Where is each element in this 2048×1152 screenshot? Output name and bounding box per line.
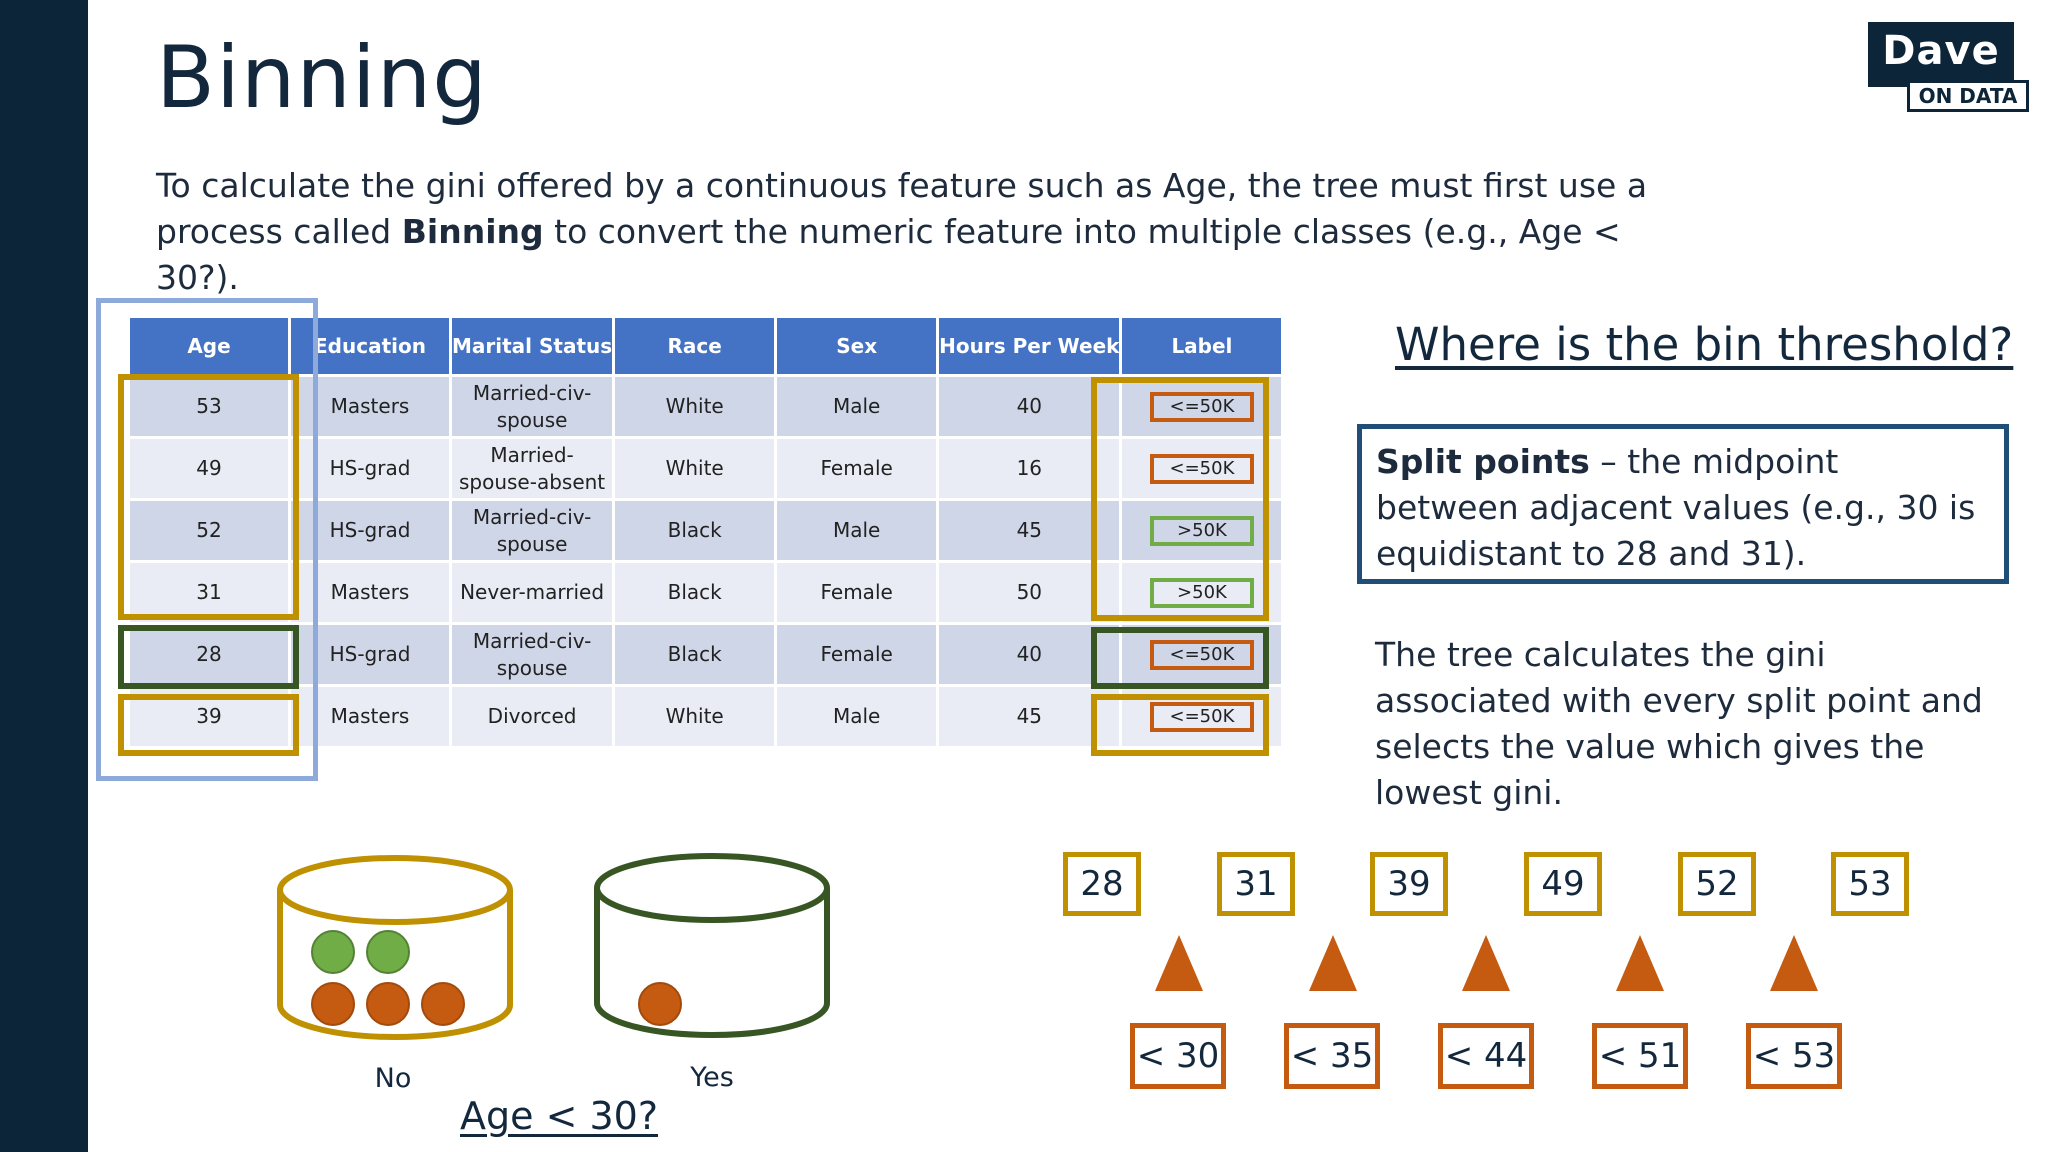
col-header-race: Race [615,318,774,374]
sorted-value-box: 49 [1524,852,1602,916]
age-group-gold-highlight [118,374,299,620]
dave-on-data-logo [1868,22,2014,87]
split-arrow-icon [1309,935,1357,991]
logo-subtext: ON DATA [1907,80,2029,112]
col-header-hours: Hours Per Week [939,318,1119,374]
label-chip: >50K [1150,516,1254,546]
cell-sex: Female [777,625,936,684]
red-ball [312,983,354,1025]
cell-age: 28 [130,625,288,684]
cell-education: Masters [291,563,449,622]
sorted-value-box: 39 [1370,852,1448,916]
cell-education: Masters [291,687,449,746]
cell-marital: Married-civ-spouse [452,501,612,560]
age-39-gold-highlight [118,694,299,756]
threshold-box: < 44 [1438,1023,1534,1089]
cell-age: 49 [130,439,288,498]
col-header-label: Label [1122,318,1281,374]
cell-marital: Married-civ-spouse [452,377,612,436]
bin-threshold-question: Where is the bin threshold? [1395,318,2014,371]
left-accent-bar [0,0,88,1152]
bins-diagram [270,840,860,1060]
logo-text: Dave [1882,28,2000,74]
cell-hours: 50 [939,563,1119,622]
cell-sex: Male [777,687,936,746]
cell-age: 52 [130,501,288,560]
split-arrow-icon [1155,935,1203,991]
label-chip: <=50K [1150,392,1254,422]
label-chip: >50K [1150,578,1254,608]
split-points-callout [1357,424,2009,584]
cell-age: 53 [130,377,288,436]
cell-race: White [615,439,774,498]
cell-marital: Divorced [452,687,612,746]
sorted-value-box: 31 [1217,852,1295,916]
intro-text-1: To calculate the gini offered by a continuous feature such as Age, the tree must first use a process called [156,166,1648,251]
green-ball [312,931,354,973]
tree-gini-paragraph: The tree calculates the gini associated with every split point and selects the value which gives the lowest gini. [1375,635,1983,812]
cell-education: HS-grad [291,501,449,560]
cell-race: White [615,377,774,436]
red-ball [422,983,464,1025]
split-arrow-icon [1462,935,1510,991]
col-header-marital-status: Marital Status [452,318,612,374]
label-group-gold-highlight [1091,377,1269,621]
label-chip: <=50K [1150,702,1254,732]
age-28-green-highlight [118,625,299,689]
split-arrow-icon [1770,935,1818,991]
cell-sex: Male [777,501,936,560]
intro-text-2: to convert the numeric feature into multiple classes (e.g., Age < 30?). [156,212,1621,297]
cell-hours: 40 [939,377,1119,436]
threshold-box: < 35 [1284,1023,1380,1089]
cell-sex: Female [777,563,936,622]
cell-race: Black [615,563,774,622]
col-header-education: Education [291,318,449,374]
bin-yes-label: Yes [690,1062,734,1093]
age-split-question: Age < 30? [460,1094,659,1138]
bin-no-label: No [374,1063,412,1094]
cell-race: White [615,687,774,746]
cell-hours: 16 [939,439,1119,498]
label-chip: <=50K [1150,454,1254,484]
cell-education: HS-grad [291,625,449,684]
intro-bold-term: Binning [401,212,544,251]
sorted-value-box: 53 [1831,852,1909,916]
sorted-value-box: 28 [1063,852,1141,916]
cell-hours: 40 [939,625,1119,684]
sorted-value-box: 52 [1678,852,1756,916]
cell-sex: Female [777,439,936,498]
bin-no-cylinder [280,858,510,1037]
threshold-box: < 30 [1130,1023,1226,1089]
col-header-age: Age [130,318,288,374]
cell-education: HS-grad [291,439,449,498]
green-ball [367,931,409,973]
label-28-green-highlight [1091,627,1269,689]
threshold-box: < 53 [1746,1023,1842,1089]
cell-education: Masters [291,377,449,436]
label-chip: <=50K [1150,640,1254,670]
cell-age: 31 [130,563,288,622]
intro-paragraph [156,163,1656,301]
split-points-term: Split points [1376,442,1590,481]
cell-sex: Male [777,377,936,436]
cell-hours: 45 [939,687,1119,746]
threshold-box: < 51 [1592,1023,1688,1089]
split-points-definition: – the midpoint between adjacent values (e.g., 30 is equidistant to 28 and 31). [1376,442,1976,573]
cell-marital: Never-married [452,563,612,622]
cell-hours: 45 [939,501,1119,560]
cell-race: Black [615,625,774,684]
cell-marital: Married-civ-spouse [452,625,612,684]
red-ball [639,983,681,1025]
red-ball [367,983,409,1025]
label-39-gold-highlight [1091,694,1269,756]
col-header-sex: Sex [777,318,936,374]
slide-title: Binning [156,28,488,128]
cell-marital: Married-spouse-absent [452,439,612,498]
cell-race: Black [615,501,774,560]
split-arrow-icon [1616,935,1664,991]
bin-yes-cylinder [597,856,827,1035]
cell-age: 39 [130,687,288,746]
